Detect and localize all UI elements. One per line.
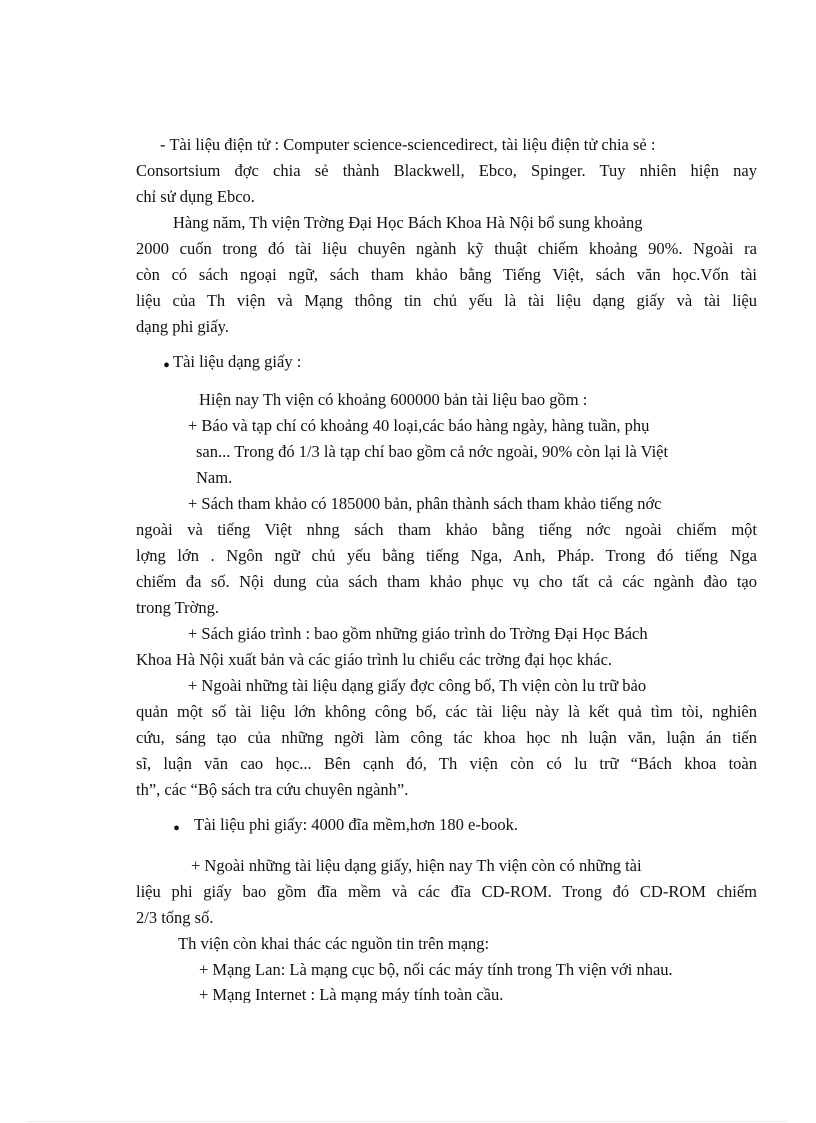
text-line: 2/3 tổng số. (136, 908, 214, 927)
text-line: san... Trong đó 1/3 là tạp chí bao gồm cả nớc ngoài, 90% còn lại là Việt (196, 442, 669, 461)
bullet-icon: • (163, 355, 171, 377)
text-line: + Mạng Internet : Là mạng máy tính toàn cầu. (199, 985, 504, 1003)
text-line: Consortsium đợc chia sẻ thành Blackwell, Ebco, Spinger. Tuy nhiên hiện nay (136, 161, 757, 180)
text-line: trong Trờng. (136, 598, 219, 617)
text-line: Nam. (196, 468, 233, 487)
text-line: th”, các “Bộ sách tra cứu chuyên ngành”. (136, 780, 409, 799)
text-line: sĩ, luận văn cao học... Bên cạnh đó, Th viện còn có lu trữ “Bách khoa toàn (136, 754, 757, 773)
text-line: liệu của Th viện và Mạng thông tin chủ yếu là tài liệu dạng giấy và tài liệu (136, 291, 757, 310)
text-line: + Mạng Lan: Là mạng cục bộ, nối các máy tính trong Th viện với nhau. (199, 960, 673, 979)
text-line: chiếm đa số. Nội dung của sách tham khảo phục vụ cho tất cả các ngành đào tạo (136, 572, 757, 591)
text-line: quản một số tài liệu lớn không công bố, các tài liệu này là kết quả tìm tòi, nghiên (136, 702, 757, 721)
text-line: Th viện còn khai thác các nguồn tin trên mạng: (178, 934, 490, 953)
text-line: ngoài và tiếng Việt nhng sách tham khảo bằng tiếng nớc ngoài chiếm một (136, 520, 757, 539)
bullet-icon: • (173, 818, 181, 840)
text-line: liệu phi giấy bao gồm đĩa mềm và các đĩa CD-ROM. Trong đó CD-ROM chiếm (136, 882, 757, 901)
text-line: chỉ sử dụng Ebco. (136, 187, 255, 206)
text-line: + Sách tham khảo có 185000 bản, phân thành sách tham khảo tiếng nớc (188, 494, 662, 513)
text-line: - Tài liệu điện tử : Computer science-sciencedirect, tài liệu điện tử chia sẻ : (160, 135, 656, 154)
section-heading: Tài liệu dạng giấy : (173, 352, 302, 371)
text-line: + Báo và tạp chí có khoảng 40 loại,các báo hàng ngày, hàng tuần, phụ (188, 416, 650, 435)
text-line: còn có sách ngoại ngữ, sách tham khảo bằng Tiếng Việt, sách văn học.Vốn tài (136, 265, 757, 284)
text-line: dạng phi giấy. (136, 317, 229, 336)
text-line: + Ngoài những tài liệu dạng giấy đợc công bố, Th viện còn lu trữ bảo (188, 676, 647, 695)
page-bottom-divider (28, 1121, 788, 1122)
text-line: Khoa Hà Nội xuất bản và các giáo trình lu chiểu các trờng đại học khác. (136, 650, 613, 669)
text-line: Hàng năm, Th viện Trờng Đại Học Bách Khoa Hà Nội bổ sung khoảng (173, 213, 643, 232)
text-line: + Sách giáo trình : bao gồm những giáo trình do Trờng Đại Học Bách (188, 624, 648, 643)
text-line: cứu, sáng tạo của những ngời làm công tác khoa học nh luận văn, luận án tiến (136, 728, 757, 747)
text-line: 2000 cuốn trong đó tài liệu chuyên ngành kỹ thuật chiếm khoảng 90%. Ngoài ra (136, 239, 757, 258)
text-line: + Ngoài những tài liệu dạng giấy, hiện nay Th viện còn có những tài (191, 856, 642, 875)
text-line: lợng lớn . Ngôn ngữ chủ yếu bằng tiếng Nga, Anh, Pháp. Trong đó tiếng Nga (136, 546, 757, 565)
text-line: Hiện nay Th viện có khoảng 600000 bản tài liệu bao gồm : (199, 390, 588, 409)
section-heading: Tài liệu phi giấy: 4000 đĩa mềm,hơn 180 e-book. (194, 815, 518, 834)
